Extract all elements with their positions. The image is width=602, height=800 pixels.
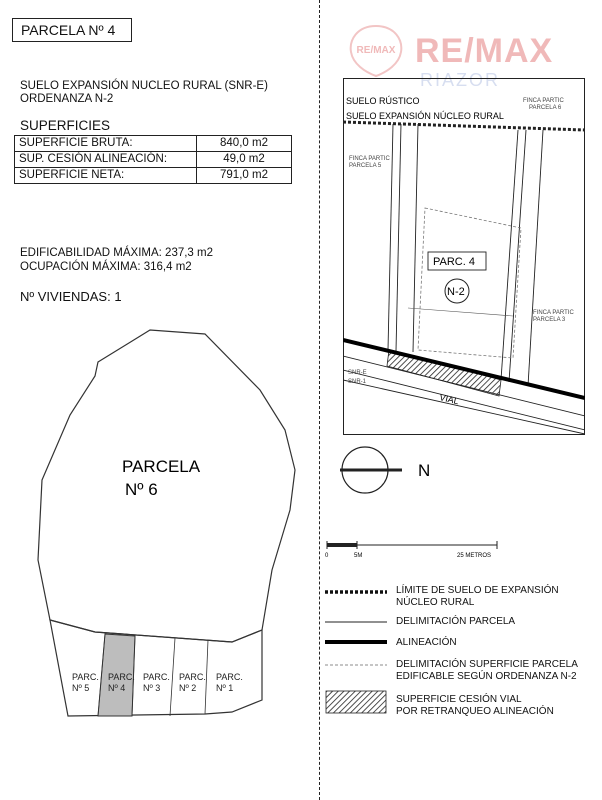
legend-item-1 (396, 585, 559, 609)
parc-2-label-2: Nº 2 (179, 683, 197, 693)
finca3-label-1: FINCA PARTIC (533, 310, 574, 316)
legend-label: EDIFICABLE SEGÚN ORDENANZA N-2 (396, 671, 577, 682)
scale-zero: 0 (325, 553, 329, 559)
row-value: 49,0 m2 (197, 152, 292, 168)
page-title: PARCELA Nº 4 (12, 18, 132, 42)
table-row (15, 168, 292, 184)
superficies-table (14, 135, 292, 184)
superficies-title: SUPERFICIES (20, 118, 111, 133)
remax-balloon-logo (345, 22, 407, 80)
parc-3-label-2: Nº 3 (143, 683, 161, 693)
legend-item-2 (396, 616, 515, 628)
north-arrow (340, 444, 440, 498)
scale-bar (322, 540, 522, 562)
scale-end: 25 METROS (457, 553, 492, 559)
parcela-6-label-1: PARCELA (122, 457, 201, 476)
finca5-label-2: PARCELA 5 (349, 163, 382, 169)
parc-2-label-1: PARC. (179, 672, 206, 682)
zone-description (20, 80, 268, 106)
expansion-limit-line (343, 122, 585, 130)
edificabilidad-block (20, 246, 213, 274)
table-row (15, 136, 292, 152)
suelo-expansion-label: SUELO EXPANSIÓN NÚCLEO RURAL (346, 111, 504, 121)
legend-label: ALINEACIÓN (396, 637, 457, 648)
legend-item-3 (396, 637, 457, 649)
snr1-label: SNR-1 (348, 379, 367, 385)
parc-4-label-2: Nº 4 (108, 683, 126, 693)
row-label: SUP. CESIÓN ALINEACIÓN: (15, 152, 197, 168)
ocupacion-text: OCUPACIÓN MÁXIMA: 316,4 m2 (20, 261, 192, 273)
finca6-label-2: PARCELA 6 (529, 105, 562, 111)
finca6-label-1: FINCA PARTIC (523, 98, 564, 104)
row-label: SUPERFICIE NETA: (15, 168, 197, 184)
parcela-6-label-2: Nº 6 (125, 480, 158, 499)
parc-5-label-1: PARC. (72, 672, 99, 682)
parc4-label: PARC. 4 (433, 256, 475, 268)
viviendas-text: Nº VIVIENDAS: 1 (20, 289, 122, 304)
finca5-label-1: FINCA PARTIC (349, 156, 390, 162)
finca3-label-2: PARCELA 3 (533, 317, 566, 323)
row-value: 791,0 m2 (197, 168, 292, 184)
legend-item-4 (396, 659, 578, 683)
legend-label: NÚCLEO RURAL (396, 597, 475, 608)
parc-4-label-1: PARC. (108, 672, 135, 682)
logo-text: RE/MAX (356, 45, 396, 56)
snre-label: SNR-E (348, 370, 367, 376)
alineacion-line (343, 340, 585, 398)
table-row (15, 152, 292, 168)
column-divider (319, 0, 320, 800)
suelo-rustico-label: SUELO RÚSTICO (346, 96, 420, 106)
scale-mid: 5M (354, 553, 363, 559)
edificabilidad-text: EDIFICABILIDAD MÁXIMA: 237,3 m2 (20, 247, 214, 259)
legend-label: SUPERFICIE CESIÓN VIAL (396, 694, 522, 705)
edificable-area (418, 208, 521, 358)
north-label: N (418, 461, 431, 480)
zone-line-1: SUELO EXPANSIÓN NUCLEO RURAL (SNR-E) (20, 80, 268, 92)
parcels-row-outline (50, 620, 262, 716)
watermark-brand: RE/MAX (415, 32, 554, 70)
legend-label: LÍMITE DE SUELO DE EXPANSIÓN (396, 585, 559, 596)
row-value: 840,0 m2 (197, 136, 292, 152)
zone-line-2: ORDENANZA N-2 (20, 93, 114, 105)
parcela-6-outline (38, 330, 295, 642)
legend-label: DELIMITACIÓN PARCELA (396, 616, 516, 627)
parcel-map (0, 320, 318, 740)
parc-3-label-1: PARC. (143, 672, 170, 682)
row-label: SUPERFICIE BRUTA: (15, 136, 197, 152)
parc-5-label-2: Nº 5 (72, 683, 90, 693)
detail-map (343, 78, 585, 435)
legend-label: DELIMITACIÓN SUPERFICIE PARCELA (396, 659, 578, 670)
parc-1-label-1: PARC. (216, 672, 243, 682)
hatched-box-icon (326, 691, 386, 713)
legend-item-5 (396, 694, 554, 718)
watermark-sub: RIAZOR (420, 70, 501, 90)
parc-1-label-2: Nº 1 (216, 683, 234, 693)
legend-label: POR RETRANQUEO ALINEACIÓN (396, 706, 554, 717)
ordenanza-label: N-2 (447, 286, 465, 298)
vial-label: VIAL (438, 392, 460, 407)
legend-icons (325, 585, 387, 725)
